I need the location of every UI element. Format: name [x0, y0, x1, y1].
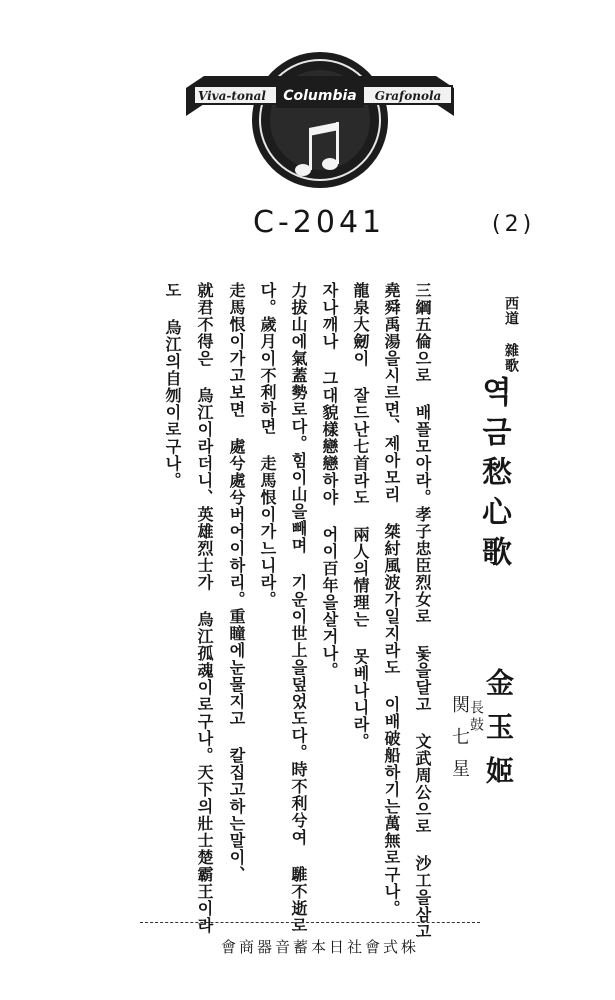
singer-name: 金玉姬: [482, 668, 515, 800]
columbia-emblem: [180, 42, 460, 192]
publisher-footer: 株式會社日本蓄音器商會: [220, 938, 419, 956]
footer-divider: [140, 922, 480, 923]
logo-left-word: Viva-tonal: [198, 89, 266, 103]
logo-center-word: Columbia: [283, 88, 357, 104]
lyric-line: 堯舜禹湯을시르면、제아모리 桀紂風波가일지라도 이배破船하기는萬無로구나。: [382, 282, 401, 917]
accompaniment-label: 長鼓: [468, 700, 484, 734]
accompanist-name: 関七星: [449, 695, 470, 791]
logo-right-word: Grafonola: [374, 89, 442, 103]
lyric-line: 走馬恨이가고보면 處兮處兮버어이하리。重瞳에눈물지고 칼집고하는말이、: [227, 282, 246, 883]
song-title: 역금愁心歌: [476, 376, 511, 576]
lyric-line: 도 烏江의自刎이로구나。: [163, 282, 182, 489]
genre-line-2: 雜歌: [503, 343, 519, 373]
side-number: (2): [492, 212, 536, 237]
genre-line-1: 西道: [503, 296, 519, 326]
columbia-logo: [180, 42, 460, 192]
genre-label: [504, 296, 518, 373]
lyric-line: 三綱五倫으로 배플모아라。孝子忠臣烈女로 돛을달고 文武周公으로 沙工을삼고: [413, 282, 432, 940]
catalog-number: C-2041: [253, 205, 386, 240]
lyric-line: 就君不得은 烏江이라더니、英雄烈士가 烏江孤魂이로구나。天下의壯士楚霸王이라: [195, 282, 214, 934]
lyric-line: 자나깨나 그대貌樣戀戀하야 어이百年을살거나。: [320, 282, 339, 679]
lyric-line: 龍泉大劒이 잘드난七首라도 兩人의情理는 못베나니라。: [351, 282, 370, 750]
lyric-line: 力拔山에氣蓋勢로다。힘이山을빼며 기운이世上을덮었도다。時不利兮여 騅不逝로: [289, 282, 308, 934]
lyric-line: 다。歲月이不利하면 走馬恨이가느니라。: [258, 282, 277, 608]
